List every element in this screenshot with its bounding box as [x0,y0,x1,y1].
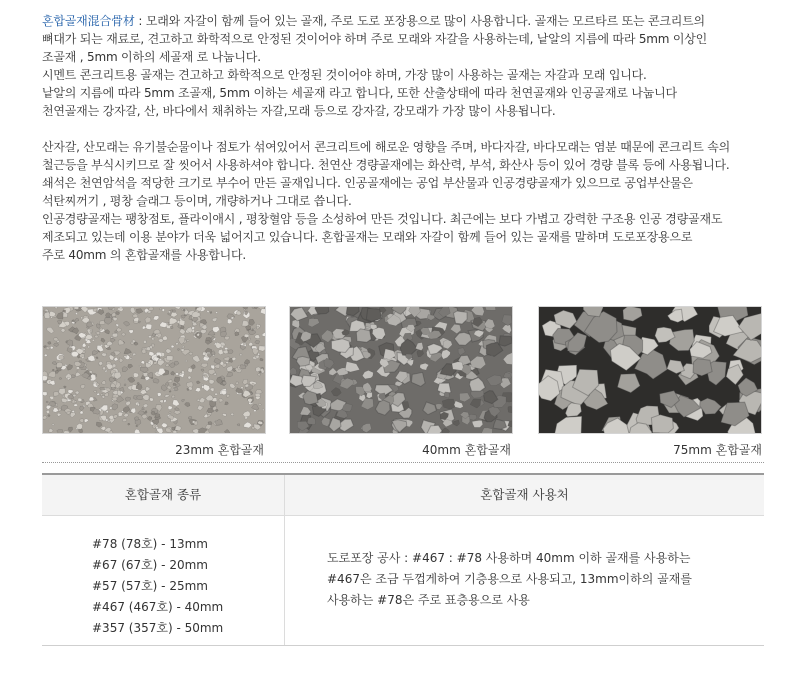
intro-line-10: 석탄찌꺼기 , 평창 슬래그 등이며, 개량하거나 그대로 씁니다. [42,194,352,208]
caption-23mm: 23mm 혼합골재 [175,443,264,457]
aggregate-photos [42,306,766,456]
photo-40mm-aggregate [289,306,513,434]
type-item: #57 (57호) - 25mm [92,579,208,593]
type-item: #67 (67호) - 20mm [92,558,208,572]
intro-line-7: 산자갈, 산모래는 유기불순물이나 점토가 섞여있어서 콘크리트에 해로운 영향을 주며, 바다자갈, 바다모래는 염분 때문에 콘크리트 속의 [42,140,731,154]
header-type: 혼합골재 종류 [42,475,285,516]
type-item: #467 (467호) - 40mm [92,600,224,614]
type-cell [42,516,285,645]
intro-text [42,12,782,264]
header-usage: 혼합골재 사용처 [285,475,764,516]
type-item: #357 (357호) - 50mm [92,621,224,635]
intro-line-12: 제조되고 있는데 이용 분야가 더욱 넓어지고 있습니다. 혼합골재는 모래와 자갈이 함께 들어 있는 골재를 말하며 도로포장용으로 [42,230,693,244]
caption-40mm: 40mm 혼합골재 [422,443,511,457]
photo-75mm-aggregate [538,306,762,434]
usage-line: #467은 조금 두껍게하여 기층용으로 사용되고, 13mm이하의 골재를 [327,572,692,586]
aggregate-title: 혼합골재混合骨材 [42,14,135,28]
intro-line-2: 뼈대가 되는 재료로, 견고하고 화학적으로 안정된 것이어야 하며 주로 모래와 자갈을 사용하는데, 낱알의 지름에 따라 5mm 이상인 [42,32,708,46]
intro-line-6: 천연골재는 강자갈, 산, 바다에서 채취하는 자갈,모래 등으로 강자갈, 강모래가 가장 많이 사용됩니다. [42,104,556,118]
type-list [92,534,223,639]
divider [42,462,764,463]
usage-cell [327,548,747,611]
aggregate-table [42,473,764,646]
type-item: #78 (78호) - 13mm [92,537,208,551]
intro-line-9: 쇄석은 천연암석을 적당한 크기로 부수어 만든 골재입니다. 인공골재에는 공업 부산물과 인공경량골재가 있으므로 공업부산물은 [42,176,693,190]
usage-line: 사용하는 #78은 주로 표층용으로 사용 [327,593,530,607]
photo-23mm-aggregate [42,306,266,434]
intro-line-5: 낱알의 지름에 따라 5mm 조골재, 5mm 이하는 세골재 라고 합니다, 또한 산출상태에 따라 천연골재와 인공골재로 나눕니다 [42,86,677,100]
intro-line-11: 인공경량골재는 팽창점토, 플라이애시 , 평창혈암 등을 소성하여 만든 것입니다. 최근에는 보다 가볍고 강력한 구조용 인공 경량골재도 [42,212,723,226]
intro-line-1: 혼합골재混合骨材 : 모래와 자갈이 함께 들어 있는 골재, 주로 도로 포장용으로 많이 사용합니다. 골재는 모르타르 또는 콘크리트의 [42,14,705,28]
intro-line-3: 조골재 , 5mm 이하의 세골재 로 나눕니다. [42,50,261,64]
caption-75mm: 75mm 혼합골재 [673,443,762,457]
intro-line-4: 시멘트 콘크리트용 골재는 견고하고 화학적으로 안정된 것이어야 하며, 가장 많이 사용하는 골재는 자갈과 모래 입니다. [42,68,647,82]
usage-line: 도로포장 공사 : #467 : #78 사용하며 40mm 이하 골재를 사용하는 [327,551,691,565]
intro-line-13: 주로 40mm 의 혼합골재를 사용합니다. [42,248,247,262]
intro-line-8: 철근등을 부식시키므로 잘 씻어서 사용하셔야 합니다. 천연산 경량골재에는 화산력, 부석, 화산사 등이 있어 경량 블록 등에 사용됩니다. [42,158,730,172]
